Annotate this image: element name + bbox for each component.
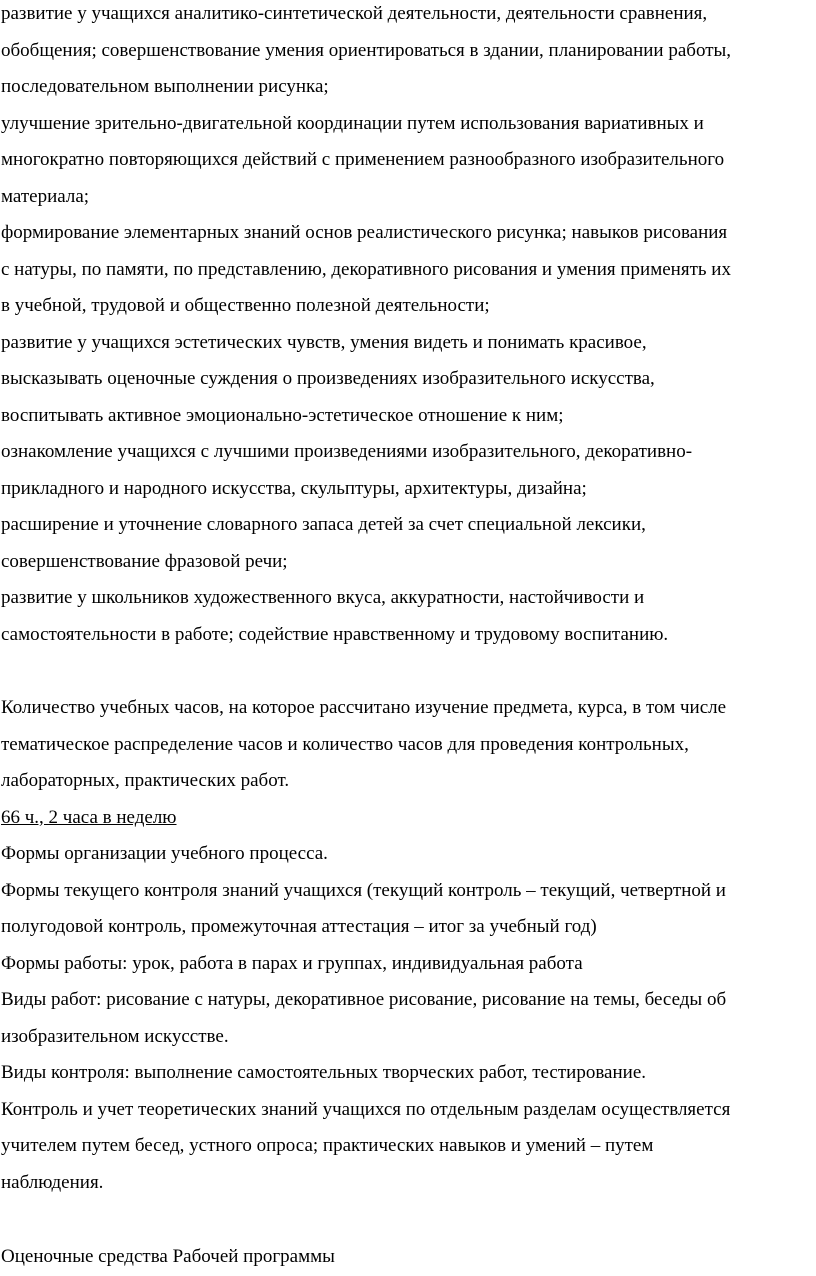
text-line: ознакомление учащихся с лучшими произведениями изобразительного, декоративно- — [1, 441, 693, 462]
text-line: формирование элементарных знаний основ реалистического рисунка; навыков рисования — [1, 222, 728, 243]
text-line: расширение и уточнение словарного запаса детей за счет специальной лексики, — [1, 514, 646, 535]
theory-control — [1, 1092, 816, 1202]
text-line: Формы организации учебного процесса. — [1, 843, 328, 864]
text-line: последовательном выполнении рисунка; — [1, 76, 329, 97]
text-line: Формы работы: урок, работа в парах и группах, индивидуальная работа — [1, 952, 583, 974]
text-line: развитие у учащихся аналитико-синтетической деятельности, деятельности сравнения, — [1, 3, 708, 24]
text-line: воспитывать активное эмоционально-эстетическое отношение к ним; — [1, 404, 564, 426]
text-line: лабораторных, практических работ. — [1, 770, 290, 791]
text-line: учителем путем бесед, устного опроса; практических навыков и умений – путем — [1, 1135, 654, 1156]
work-forms — [1, 946, 816, 983]
goal-aesthetic — [1, 325, 816, 435]
text-line: многократно повторяющихся действий с применением разнообразного изобразительного — [1, 149, 725, 170]
work-types — [1, 982, 816, 1055]
control-types — [1, 1055, 816, 1092]
assessment-title — [1, 1239, 816, 1276]
goal-art-familiarization — [1, 434, 816, 507]
text-line: полугодовой контроль, промежуточная аттестация – итог за учебный год) — [1, 916, 597, 937]
text-line: высказывать оценочные суждения о произведениях изобразительного искусства, — [1, 368, 655, 389]
goal-artistic-taste — [1, 580, 816, 653]
text-line: изобразительном искусстве. — [1, 1025, 229, 1047]
paragraph-gap — [1, 653, 816, 690]
hours-intro — [1, 690, 816, 800]
paragraph-gap — [1, 1201, 816, 1239]
text-line: совершенствование фразовой речи; — [1, 550, 288, 572]
text-line: прикладного и народного искусства, скульптуры, архитектуры, дизайна; — [1, 477, 587, 499]
text-line: Формы текущего контроля знаний учащихся (текущий контроль – текущий, четвертной и — [1, 879, 726, 901]
text-line: с натуры, по памяти, по представлению, декоративного рисования и умения применять их — [1, 258, 731, 280]
text-line: развитие у учащихся эстетических чувств, умения видеть и понимать красивое, — [1, 331, 647, 353]
goal-visual-motor — [1, 106, 816, 216]
goal-vocabulary — [1, 507, 816, 580]
text-line: Количество учебных часов, на которое рассчитано изучение предмета, курса, в том числе — [1, 697, 727, 718]
text-line: Контроль и учет теоретических знаний учащихся по отдельным разделам осуществляется — [1, 1098, 731, 1120]
text-line: развитие у школьников художественного вкуса, аккуратности, настойчивости и — [1, 587, 645, 608]
text-line: в учебной, трудовой и общественно полезной деятельности; — [1, 295, 490, 316]
goal-analytic-synthetic — [1, 0, 816, 106]
text-line: Оценочные средства Рабочей программы — [1, 1246, 335, 1267]
goal-drawing-knowledge — [1, 215, 816, 325]
text-line: обобщения; совершенствование умения ориентироваться в здании, планировании работы, — [1, 39, 732, 61]
text-line: Виды работ: рисование с натуры, декоративное рисование, рисование на темы, беседы об — [1, 989, 727, 1010]
hours-value-text: 66 ч., 2 часа в неделю — [1, 806, 177, 828]
text-line: самостоятельности в работе; содействие нравственному и трудовому воспитанию. — [1, 623, 669, 645]
hours-value — [1, 800, 816, 837]
control-forms — [1, 873, 816, 946]
forms-title — [1, 836, 816, 873]
text-line: наблюдения. — [1, 1171, 104, 1193]
text-line: улучшение зрительно-двигательной координации путем использования вариативных и — [1, 112, 704, 134]
text-line: тематическое распределение часов и количество часов для проведения контрольных, — [1, 733, 689, 755]
text-line: Виды контроля: выполнение самостоятельных творческих работ, тестирование. — [1, 1062, 646, 1083]
text-line: материала; — [1, 185, 90, 207]
